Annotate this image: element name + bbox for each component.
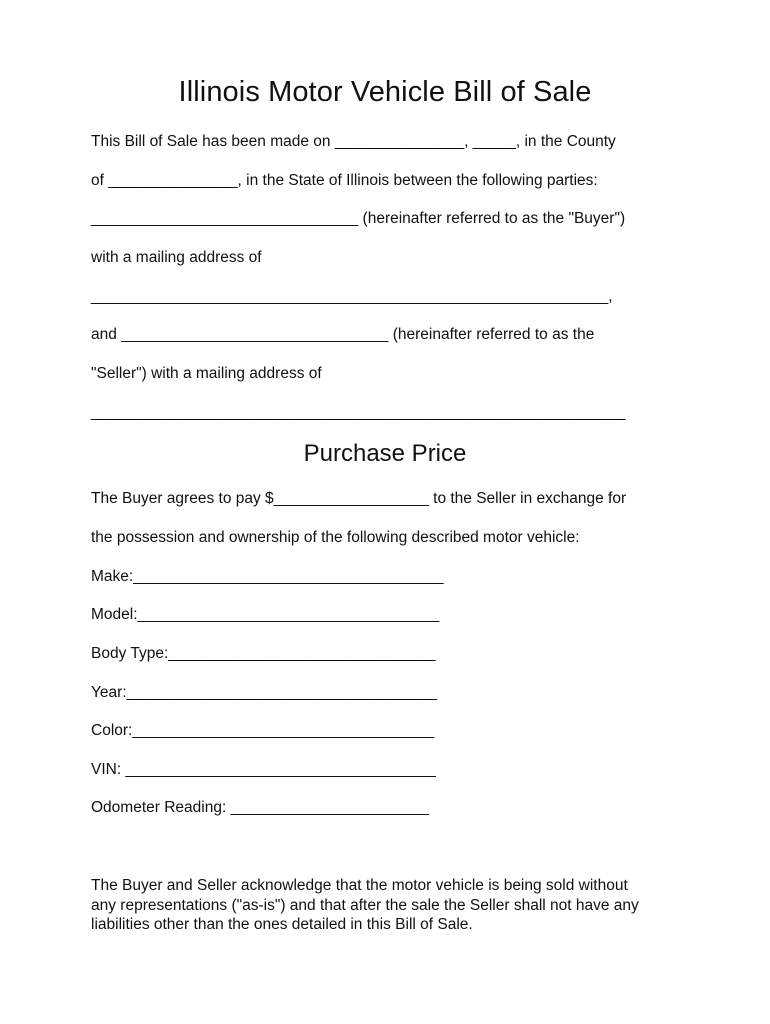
intro-line-seller: and _______________________________ (hereinafter referred to as the	[91, 326, 595, 343]
field-model: Model:___________________________________	[91, 606, 440, 623]
field-year: Year:____________________________________	[91, 684, 437, 701]
acknowledgment-line-3: liabilities other than the ones detailed in this Bill of Sale.	[91, 916, 473, 933]
intro-line-buyer: _______________________________ (hereinafter referred to as the "Buyer")	[91, 210, 626, 227]
field-color: Color:___________________________________	[91, 722, 435, 739]
intro-line-seller-address-label: "Seller") with a mailing address of	[91, 365, 322, 382]
purchase-line-amount: The Buyer agrees to pay $__________________ to the Seller in exchange for	[91, 490, 627, 507]
field-vin: VIN: ____________________________________	[91, 761, 436, 778]
acknowledgment-line-2: any representations ("as-is") and that after the sale the Seller shall not have any	[91, 896, 639, 914]
purchase-price-heading: Purchase Price	[303, 440, 467, 467]
acknowledgment-paragraph	[91, 876, 681, 935]
intro-line-county: of _______________, in the State of Illinois between the following parties:	[91, 172, 598, 189]
intro-line-date: This Bill of Sale has been made on _______________, _____, in the County	[91, 133, 616, 150]
purchase-line-description: the possession and ownership of the following described motor vehicle:	[91, 529, 580, 546]
document-title: Illinois Motor Vehicle Bill of Sale	[178, 76, 592, 108]
intro-line-buyer-address-label: with a mailing address of	[91, 249, 262, 266]
field-body-type: Body Type:_______________________________	[91, 645, 436, 662]
field-make: Make:____________________________________	[91, 568, 444, 585]
intro-line-buyer-address-blank: ____________________________________________________________,	[91, 288, 613, 305]
field-odometer: Odometer Reading: _______________________	[91, 799, 429, 816]
acknowledgment-line-1: The Buyer and Seller acknowledge that the motor vehicle is being sold without	[91, 877, 628, 894]
intro-line-seller-address-blank: ______________________________________________________________	[91, 404, 626, 421]
